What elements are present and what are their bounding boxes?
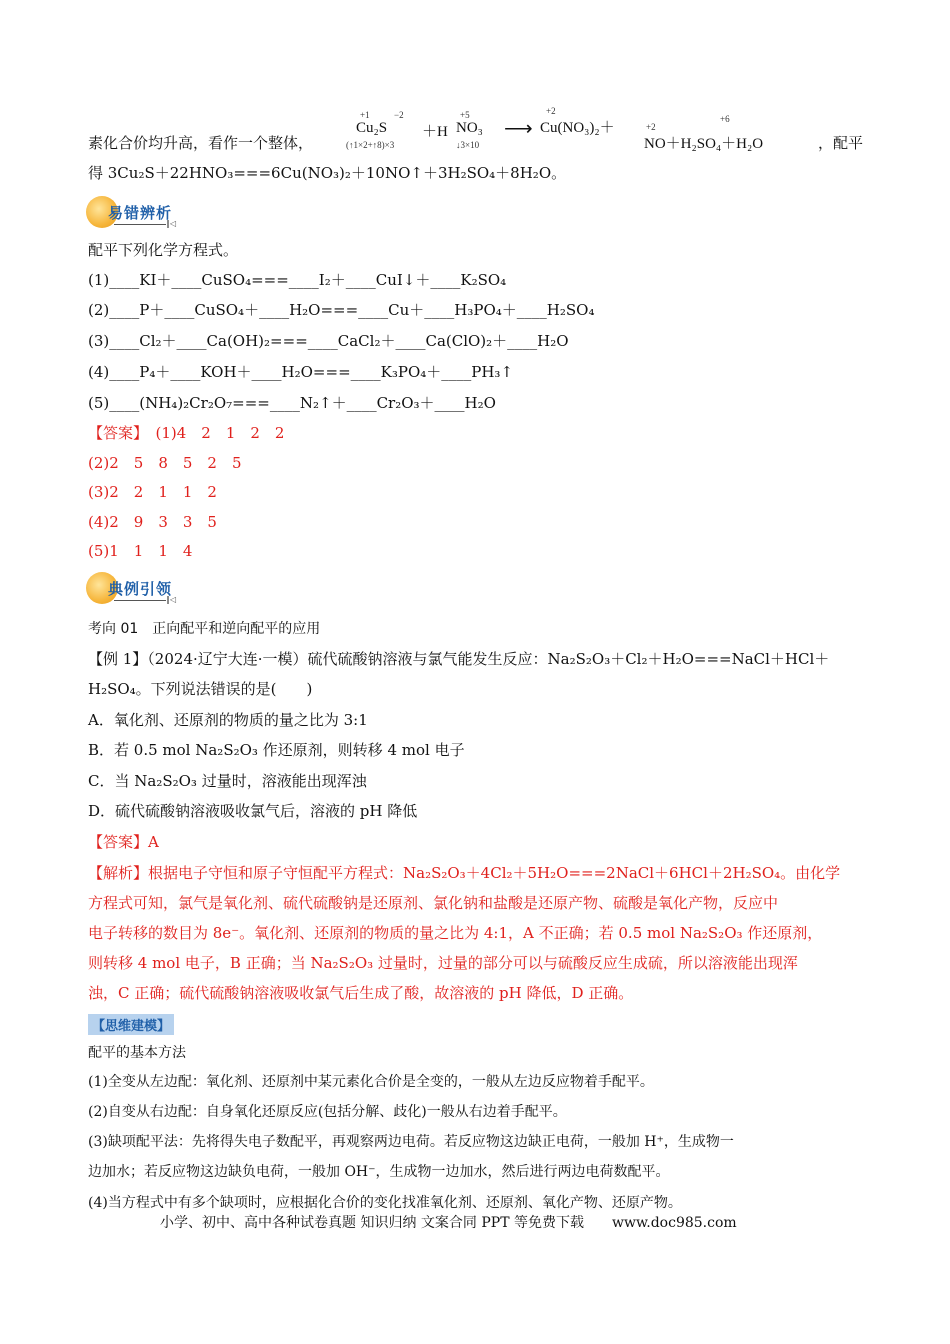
explanation-line-4: 则转移 4 mol 电子，B 正确；当 Na₂S₂O₃ 过量时，过量的部分可以与硫酸反应生成硫，所以溶液能出现浑 — [88, 954, 798, 972]
badge-label: 典例引领 — [108, 580, 173, 598]
explanation-line-3: 电子转移的数目为 8e⁻。氧化剂、还原剂的物质的量之比为 4:1，A 不正确；若 0.5 mol Na₂S₂O₃ 作还原剂， — [88, 924, 823, 942]
exercise-q4: (4)____P₄＋____KOH＋____H₂O===____K₃PO₄＋____PH₃↑ — [88, 363, 514, 381]
badge-rule — [114, 224, 166, 225]
cu-oxidation-state: +1 — [360, 110, 370, 120]
exercise-q1: (1)____KI＋____CuSO₄===____I₂＋____CuI↓＋____K₂SO₄ — [88, 271, 507, 289]
badge-mark-icon: ‖◁ — [166, 219, 177, 228]
option-c: C．当 Na₂S₂O₃ 过量时，溶液能出现浑浊 — [88, 772, 367, 790]
direction-heading: 考向 01 正向配平和逆向配平的应用 — [88, 621, 321, 637]
cuno32-formula: Cu(NO₃)₂＋ — [540, 120, 615, 136]
method-title: 配平的基本方法 — [88, 1045, 186, 1061]
option-b: B．若 0.5 mol Na₂S₂O₃ 作还原剂，则转移 4 mol 电子 — [88, 741, 465, 759]
badge-rule — [114, 600, 166, 601]
cu2-oxidation-state: +2 — [546, 106, 556, 116]
badge-label: 易错辨析 — [108, 204, 173, 222]
exercise-q3: (3)____Cl₂＋____Ca(OH)₂===____CaCl₂＋____Ca(ClO)₂＋____H₂O — [88, 332, 569, 350]
exercise-q2: (2)____P＋____CuSO₄＋____H₂O===____Cu＋____H₃PO₄＋____H₂SO₄ — [88, 301, 595, 319]
option-d: D．硫代硫酸钠溶液吸收氯气后，溶液的 pH 降低 — [88, 802, 418, 820]
cu2s-formula: Cu₂S — [356, 120, 388, 136]
method-4: (4)当方程式中有多个缺项时，应根据化合价的变化找准氧化剂、还原剂、氧化产物、还原产物。 — [88, 1195, 682, 1211]
exercise-q5: (5)____(NH₄)₂Cr₂O₇===____N₂↑＋____Cr₂O₃＋____H₂O — [88, 394, 496, 412]
badge-mark-icon: ‖◁ — [166, 595, 177, 604]
method-2: (2)自变从右边配：自身氧化还原反应(包括分解、歧化)一般从右边着手配平。 — [88, 1104, 567, 1120]
option-a: A．氧化剂、还原剂的物质的量之比为 3:1 — [88, 711, 368, 729]
no3-formula: NO₃ — [456, 120, 483, 136]
section-badge-yicuo — [86, 194, 186, 232]
exercise-answer-5: (5)1 1 1 4 — [88, 542, 193, 560]
reaction-arrow: ⟶ — [504, 118, 533, 140]
section-badge-dianli — [86, 570, 186, 608]
intro-line-2: 得 3Cu₂S＋22HNO₃===6Cu(NO₃)₂＋10NO↑＋3H₂SO₄＋8H₂O。 — [88, 164, 567, 182]
explanation-line-1: 【解析】根据电子守恒和原子守恒配平方程式：Na₂S₂O₃＋4Cl₂＋5H₂O===2NaCl＋6HCl＋2H₂SO₄。由化学 — [88, 864, 841, 882]
intro-line-1-suffix: ，配平 — [818, 134, 864, 152]
exercise-answer-3: (3)2 2 1 1 2 — [88, 483, 217, 501]
intro-line-1 — [88, 133, 313, 153]
example-answer: 【答案】A — [88, 833, 159, 851]
no-oxidation-state: +2 — [646, 122, 656, 132]
method-3b: 边加水；若反应物这边缺负电荷，一般加 OH⁻，生成物一边加水，然后进行两边电荷数配平。 — [88, 1164, 670, 1180]
exercise-answer-1: 【答案】 (1)4 2 1 2 2 — [88, 424, 285, 442]
footer-banner[interactable]: 小学、初中、高中各种试卷真题 知识归纳 文案合同 PPT 等免费下载 www.doc985.com — [160, 1215, 737, 1231]
s6-oxidation-state: +6 — [720, 114, 730, 124]
products-formula: NO＋H₂SO₄＋H₂O — [644, 136, 764, 152]
exercise-intro: 配平下列化学方程式。 — [88, 241, 239, 259]
s-oxidation-state: −2 — [394, 110, 404, 120]
exercise-answer-2: (2)2 5 8 5 2 5 — [88, 454, 242, 472]
thinking-model-tag: 【思维建模】 — [88, 1014, 174, 1035]
intro-text: 素化合价均升高，看作一个整体， — [88, 134, 314, 152]
n-oxidation-state: +5 — [460, 110, 470, 120]
method-1: (1)全变从左边配：氧化剂、还原剂中某元素化合价是全变的，一般从左边反应物着手配平。 — [88, 1074, 654, 1090]
plus-h: ＋H — [422, 124, 448, 140]
n-electron-note: ↓3×10 — [456, 140, 480, 150]
oxidation-formula — [346, 106, 816, 154]
explanation-line-5: 浊，C 正确；硫代硫酸钠溶液吸收氯气后生成了酸，故溶液的 pH 降低，D 正确。 — [88, 984, 634, 1002]
example-question-line-2: H₂SO₄。下列说法错误的是( ) — [88, 680, 313, 698]
cu2s-electron-note: (↑1×2+↑8)×3 — [346, 140, 395, 150]
method-3a: (3)缺项配平法：先将得失电子数配平，再观察两边电荷。若反应物这边缺正电荷，一般加 H⁺，生成物一 — [88, 1134, 734, 1150]
example-question-line-1: 【例 1】（2024·辽宁大连·一模）硫代硫酸钠溶液与氯气能发生反应：Na₂S₂O₃＋Cl₂＋H₂O===NaCl＋HCl＋ — [88, 650, 830, 668]
exercise-answer-4: (4)2 9 3 3 5 — [88, 513, 217, 531]
explanation-line-2: 方程式可知，氯气是氧化剂、硫代硫酸钠是还原剂、氯化钠和盐酸是还原产物、硫酸是氧化产物，反应中 — [88, 894, 779, 912]
